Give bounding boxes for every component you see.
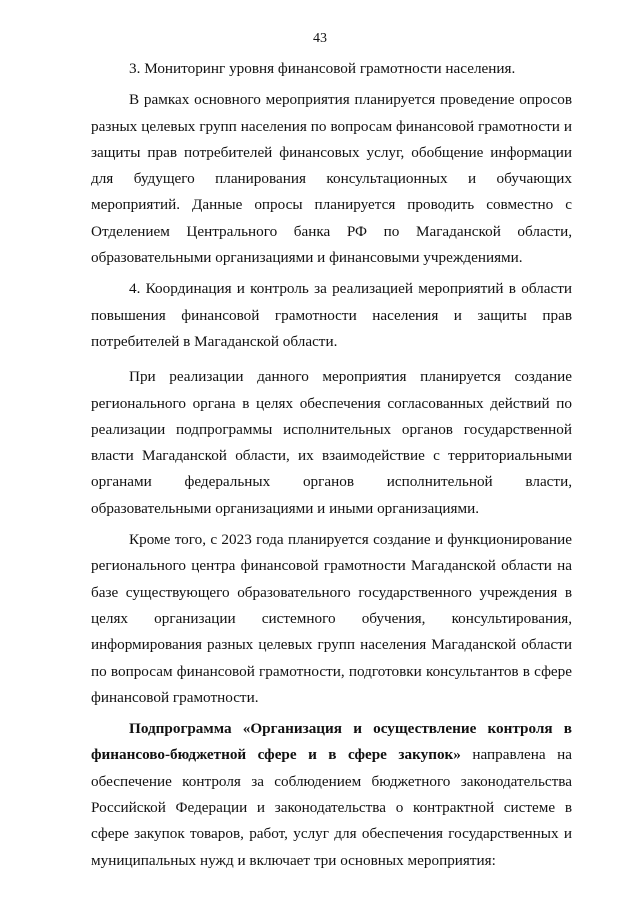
paragraph-surveys: В рамках основного мероприятия планируется проведение опросов разных целевых групп населения по вопросам финансовой грамотности и защиты прав потребителей финансовых услуг, обобщение информации для будущего планирования консультационных и обучающих мероприятий. Данные опросы планируется проводить совместно с Отделением Центрального банка РФ по Магаданской области, образовательными организациями и финансовыми учреждениями. bbox=[91, 91, 572, 267]
page-number: 43 bbox=[313, 31, 327, 46]
paragraph-monitoring-heading: 3. Мониторинг уровня финансовой грамотности населения. bbox=[129, 60, 516, 77]
paragraph-coordination-heading: 4. Координация и контроль за реализацией мероприятий в области повышения финансовой грамотности населения и защиты прав потребителей в Магаданской области. bbox=[91, 280, 572, 350]
paragraph-subprogram bbox=[91, 716, 572, 874]
document-body bbox=[91, 56, 572, 874]
paragraph-regional-body: При реализации данного мероприятия планируется создание регионального органа в целях обеспечения согласованных действий по реализации подпрограммы исполнительных органов государственной власти Магаданской области, их взаимодействие с территориальными органами федеральных органов исполнительной власти, образовательными организациями и иными организациями. bbox=[91, 368, 572, 517]
paragraph-regional-center: Кроме того, с 2023 года планируется создание и функционирование регионального центра финансовой грамотности Магаданской области на базе существующего образовательного государственного учреждения в целях организации системного обучения, консультирования, информирования разных целевых групп населения Магаданской области по вопросам финансовой грамотности, подготовки консультантов в сфере финансовой грамотности. bbox=[91, 531, 572, 706]
subprogram-title: Подпрограмма «Организация и осуществление контроля в финансово-бюджетной сфере и в сфере закупок» bbox=[91, 720, 572, 764]
subprogram-description: направлена на обеспечение контроля за соблюдением бюджетного законодательства Российской Федерации и законодательства о контрактной системе в сфере закупок товаров, работ, услуг для обеспечения государственных и муниципальных нужд и включает три основных мероприятия: bbox=[91, 746, 572, 869]
